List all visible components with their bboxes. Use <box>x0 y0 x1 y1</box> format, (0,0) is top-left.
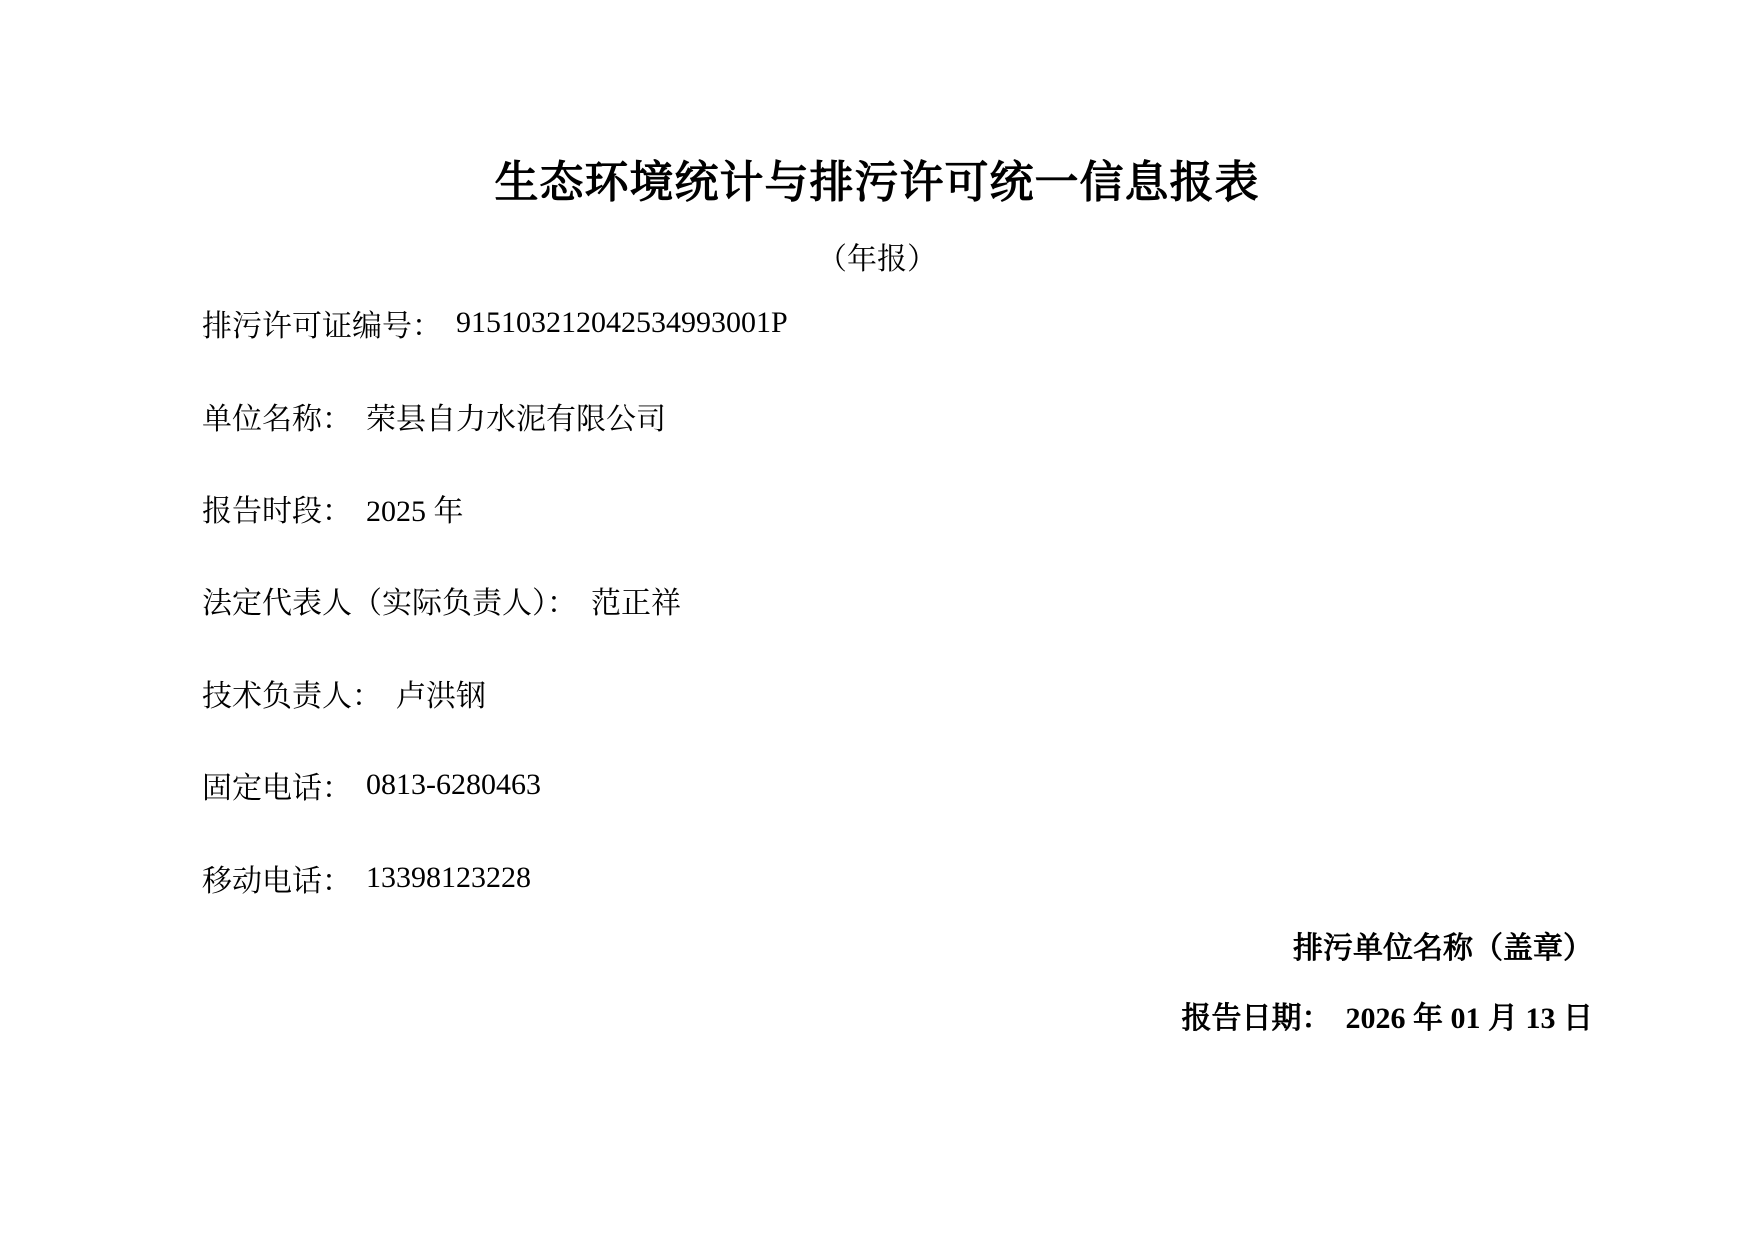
field-row-permit-number <box>202 277 1634 369</box>
report-date-value: 2026 年 01 月 13 日 <box>1345 1002 1593 1035</box>
technical-director-value: 卢洪钢 <box>396 679 486 713</box>
signature-block <box>1182 910 1594 1050</box>
legal-representative-value: 范正祥 <box>591 587 681 621</box>
landline-phone-value: 0813-6280463 <box>366 768 541 802</box>
unit-seal-line <box>1182 910 1594 980</box>
technical-director-label: 技术负责人： <box>202 679 382 713</box>
field-row-landline-phone <box>202 739 1634 831</box>
report-date-label: 报告日期： <box>1181 1002 1332 1035</box>
field-row-report-period <box>202 462 1634 554</box>
document-title: 生态环境统计与排污许可统一信息报表 <box>494 158 1260 207</box>
report-period-value: 2025 年 <box>366 494 464 528</box>
permit-number-value: 915103212042534993001P <box>456 306 788 340</box>
unit-name-value: 荣县自力水泥有限公司 <box>366 402 666 436</box>
unit-seal-label: 排污单位名称（盖章） <box>1293 932 1593 965</box>
permit-number-label: 排污许可证编号： <box>202 310 442 344</box>
field-row-technical-director <box>202 647 1634 739</box>
info-fields <box>202 277 1634 924</box>
report-period-label: 报告时段： <box>202 494 352 528</box>
report-date-line <box>1182 980 1594 1050</box>
unit-name-label: 单位名称： <box>202 402 352 436</box>
mobile-phone-value: 13398123228 <box>366 860 531 894</box>
legal-representative-label: 法定代表人（实际负责人）： <box>202 587 577 621</box>
landline-phone-label: 固定电话： <box>202 772 352 806</box>
field-row-unit-name <box>202 369 1634 461</box>
field-row-legal-representative <box>202 554 1634 646</box>
mobile-phone-label: 移动电话： <box>202 864 352 898</box>
document-subtitle: （年报） <box>817 243 937 276</box>
